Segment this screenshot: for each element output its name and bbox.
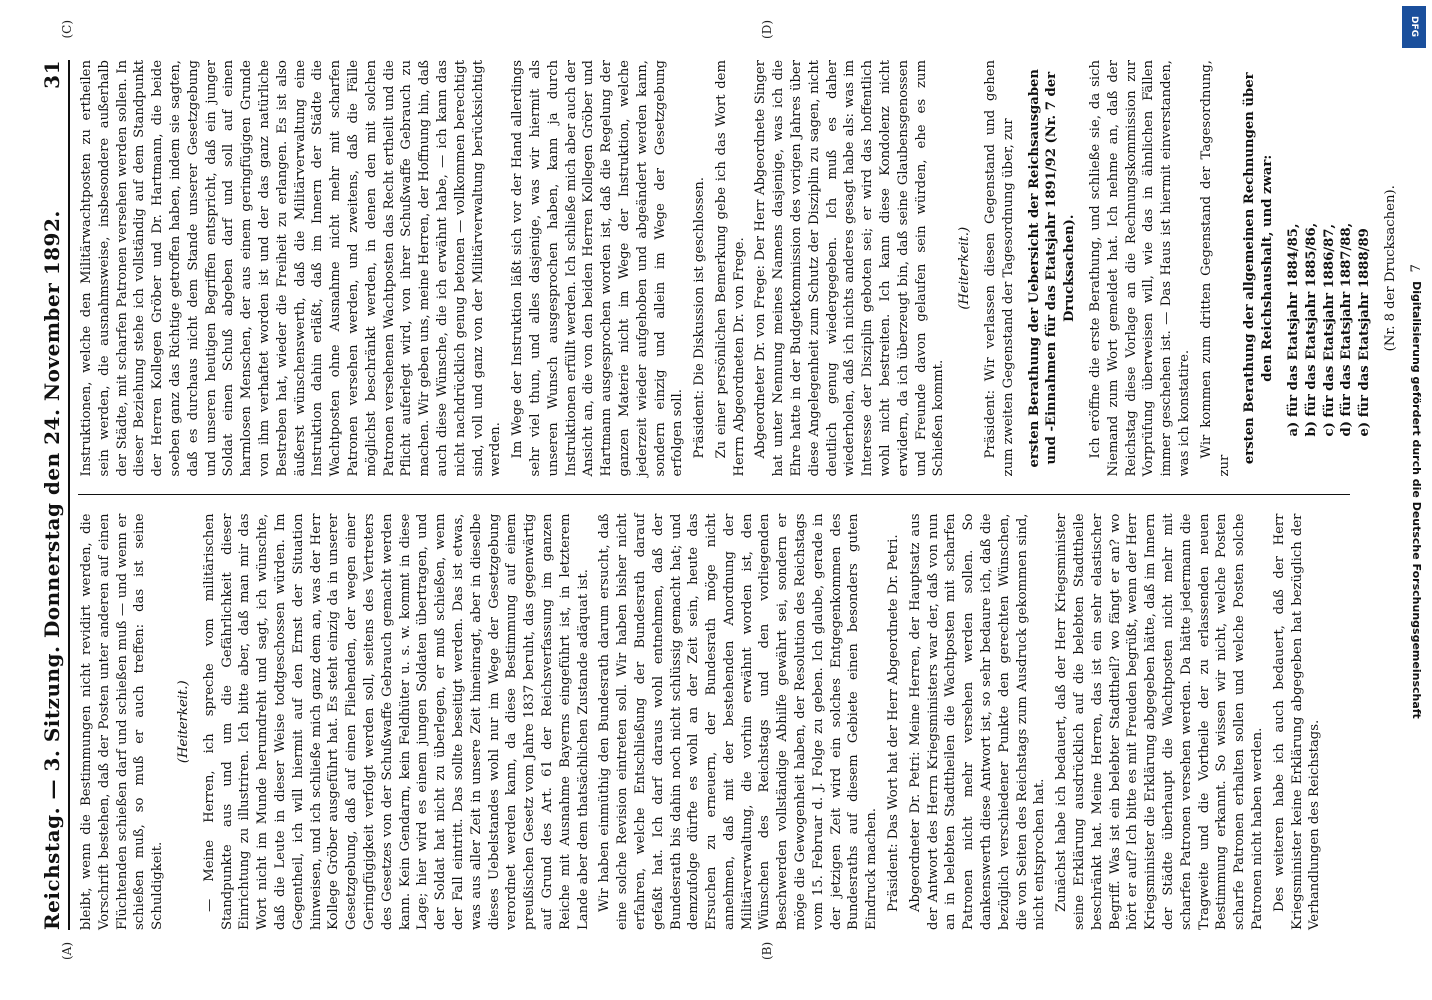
paragraph: Präsident: Die Diskussion ist geschlossen. (692, 177, 708, 459)
paragraph: Präsident: Wir verlassen diesen Gegenstand und gehen zum zweiten Gegenstand der Tagesordnung über, zur (983, 60, 1016, 477)
page-header (40, 60, 70, 930)
agenda-item: ersten Berathung der Uebersicht der Reichsausgaben und -Einnahmen für das Etatsjahr 1891/92 (Nr. 7 der Drucksachen). (1026, 68, 1078, 468)
interjection: (Heiterkeit.) (957, 226, 973, 310)
list-item: d) für das Etatsjahr 1887/88, (1339, 222, 1355, 437)
margin-marker-b: (B) (760, 941, 774, 960)
list-item: b) für das Etatsjahr 1885/86, (1303, 222, 1319, 437)
paragraph: Wir haben einmüthig den Bundesrath darum ersucht, daß eine solche Revision eintreten soll. Wir haben bisher nicht erfahren, welche Entschließung der Bundesrath darauf gefaßt hat. Ich darf daraus wohl entnehmen, daß der Bundesrath bis dahin noch nicht schlüssig gemacht hat; und demzufolge dürfte es wohl an der Zeit sein, heute das Ersuchen zu erneuern, der Bundesrath möge nicht annehmen, daß mit der bestehenden Anordnung der Militärverwaltung, die vorhin erwähnt worden ist, den Wünschen des Reichstags und den vorliegenden Beschwerden vollständige Abhilfe gewährt sei, sondern er möge die Gewogenheit haben, der Resolution des Reichstags vom 15. Februar d. J. Folge zu geben. Ich glaube, gerade in der jetzigen Zeit wird ein solches Entgegenkommen des Bundesraths auf diesem Gebiete einen besonders guten Eindruck machen. (597, 513, 880, 930)
paragraph: Des weiteren habe ich auch bedauert, daß der Herr Kriegsminister keine Erklärung abgegeben hat bezüglich der Verhandlungen des Reichstags. (1271, 513, 1323, 930)
paragraph: bleibt, wenn die Bestimmungen nicht revidirt werden, die Vorschrift bestehen, daß der Posten unter anderen auf einen Flüchtenden schießen darf und schießen muß — und wenn er schießen muß, so muß er auch treffen: das ist seine Schuldigkeit. (79, 513, 166, 930)
list-item: a) für das Etatsjahr 1884/85, (1286, 223, 1301, 437)
column-divider (78, 495, 1350, 496)
paragraph: (Nr. 8 der Drucksachen). (1382, 185, 1398, 352)
signature-mark: 7 (1408, 264, 1424, 273)
margin-marker-a: (A) (60, 941, 74, 960)
fiscal-year-list (1285, 60, 1374, 477)
list-item: c) für das Etatsjahr 1886/87, (1321, 223, 1337, 437)
right-column (78, 60, 1424, 477)
agenda-item: ersten Berathung der allgemeinen Rechnungen über den Reichshaushalt, und zwar: (1242, 72, 1276, 465)
left-column (78, 514, 1350, 931)
interjection: (Heiterkeit.) (175, 680, 191, 764)
paragraph: Wir kommen zum dritten Gegenstand der Tagesordnung, zur (1198, 60, 1232, 477)
paragraph: Präsident: Das Wort hat der Herr Abgeordnete Dr. Petri. (886, 534, 902, 912)
list-item: e) für das Etatsjahr 1888/89 (1357, 228, 1373, 437)
paragraph: Abgeordneter Dr. von Frege: Der Herr Abgeordnete Singer hat unter Nennung meines Namens dasjenige, was ich die Ehre hatte in der Budgetkommission des vorigen Jahres über diese Angelegenheit zum Schutz der Disziplin zu sagen, nicht deutlich genug wiedergegeben. Ich muß es daher wiederholen, daß ich nichts anderes gesagt habe als: was im Interesse der Disziplin geboten sei; er wird das hoffentlich wohl nicht bestreiten. Ich kann diese Kondolenz nicht erwidern, da ich überzeugt bin, daß seine Glaubensgenossen und Freunde davon gelaufen sein würden, ehe es zum Schießen kommt. (753, 60, 947, 477)
paragraph: — Meine Herren, ich spreche vom militärischen Standpunkte aus und um die Gefährlichkeit dieser Einrichtung zu illustriren. Ich bitte aber, daß man mir das Wort nicht im Munde herumdreht und sagt, ich wünschte, daß die Leute in dieser Weise todtgeschossen würden. Im Gegentheil, ich will hiermit auf den Ernst der Situation hinweisen, und ich schließe mich ganz dem an, was der Herr Kollege Gröber ausgeführt hat. Es steht einzig da in unserer Gesetzgebung, daß auf einen Fliehenden, der wegen einer Geringfügigkeit verfolgt werden soll, seitens des Vertreters des Gesetzes von der Schußwaffe Gebrauch gemacht werden kann. Kein Gendarm, kein Feldhüter u. s. w. kommt in diese Lage; hier wird es einem jungen Soldaten übertragen, und der Soldat hat nicht zu überlegen, er muß schießen, wenn der Fall eintritt. Das sollte beseitigt werden. Das ist etwas, was aus aller Zeit in unsere Zeit hineinragt, aber in dieselbe dieses Uebelstandes wohl nur im Wege der Gesetzgebung verordnet werden kann, da diese Bestimmung auf einem preußischen Gesetz vom Jahre 1837 beruht, das gegenwärtig auf Grund des Art. 61 der Reichsverfassung im ganzen Reiche mit Ausnahme Bayerns eingeführt ist, in letzterem Lande aber dem thatsächlichen Zustande adäquat ist. (201, 513, 591, 930)
page-number: 31 (40, 60, 64, 89)
margin-marker-c: (C) (60, 20, 74, 39)
digitization-sidebar (1404, 0, 1428, 1000)
paragraph: Abgeordneter Dr. Petri: Meine Herren, der Hauptsatz aus der Antwort des Herrn Kriegsministers war der, daß von nun an in belebten Stadttheilen die Wachtposten mit scharfen Patronen nicht mehr versehen werden sollen. So dankenswerth diese Antwort ist, so sehr bedaure ich, daß die bezüglich verschiedener Punkte den gerechten Wünschen, die von Seiten des Reichstags zum Ausdruck gekommen sind, nicht entsprochen hat. (907, 513, 1048, 930)
running-head: Reichstag. — 3. Sitzung. Donnerstag den 24. November 1892. (40, 210, 64, 930)
paragraph: Instruktionen, welche den Militärwachtposten zu ertheilen sein werden, die ausnahmsweise, insbesondere außerhalb der Städte, mit scharfen Patronen versehen werden sollen. In dieser Beziehung stehe ich vollständig auf dem Standpunkt der Herren Kollegen Gröber und Dr. Hartmann, die beide soeben ganz das Richtige getroffen haben, indem sie sagten, daß es durchaus nicht dem Stande unserer Gesetzgebung und unseren heutigen Begriffen entspricht, daß ein junger Soldat einen Schuß abgeben darf und soll auf einen harmlosen Menschen, der aus einem geringfügigen Grunde von ihm verhaftet worden ist und der das ganz natürliche Bestreben hat, wieder die Freiheit zu erlangen. Es ist also äußerst wünschenswerth, daß die Militärverwaltung eine Instruktion dahin erläßt, daß im Innern der Städte die Wachtposten ohne Ausnahme nicht mehr mit scharfen Patronen versehen werden, und zweitens, daß die Fälle möglichst beschränkt werden, in denen den mit solchen Patronen versehenen Wachtposten das Recht ertheilt und die Pflicht auferlegt wird, von ihrer Schußwaffe Gebrauch zu machen. Wir geben uns, meine Herren, der Hoffnung hin, daß auch diese Wünsche, die ich erwähnt habe, — ich kann das nicht nachdrücklich genug betonen — vollkommen berechtigt sind, voll und ganz von der Militärverwaltung berücksichtigt werden. (79, 60, 504, 477)
paragraph: Im Wege der Instruktion läßt sich vor der Hand allerdings sehr viel thun, und alles dasjenige, was wir hiermit als unseren Wunsch ausgesprochen haben, kann ja durch Instruktionen erfüllt werden. Ich schließe mich aber auch der Ansicht an, die von den beiden Herren Kollegen Gröber und Hartmann ausgesprochen worden ist, daß die Regelung der ganzen Materie nicht im Wege der Instruktion, welche jederzeit wieder aufgehoben und abgeändert werden kann, sondern einzig und allein im Wege der Gesetzgebung erfolgen soll. (510, 60, 686, 477)
paragraph: Zu einer persönlichen Bemerkung gebe ich das Wort dem Herrn Abgeordneten Dr. von Frege. (713, 60, 747, 477)
dfg-logo: DFG (1402, 6, 1426, 48)
paragraph: Ich eröffne die erste Berathung, und schließe sie, da sich Niemand zum Wort gemeldet hat. Ich nehme an, daß der Reichstag diese Vorlage an die Rechnungskommission zur Vorprüfung überweisen will, wie das in ähnlichen Fällen immer geschehen ist. — Das Haus ist hiermit einverstanden, was ich konstatire. (1088, 60, 1193, 477)
margin-marker-d: (D) (760, 20, 774, 39)
paragraph: Zunächst habe ich bedauert, daß der Herr Kriegsminister seine Erklärung ausdrücklich auf die belebten Stadttheile beschränkt hat. Meine Herren, das ist ein sehr elastischer Begriff. Was ist ein belebter Stadttheil? wo fängt er an? wo hört er auf? Ich bitte es mit Freuden begrüßt, wenn der Herr Kriegsminister die Erklärung abgegeben hätte, daß im Innern der Städte überhaupt die Wachtposten nicht mehr mit scharfen Patronen versehen werden. Da hätte jedermann die Tragweite und die Vortheile der zu erlassenden neuen Bestimmung erkannt. So wissen wir nicht, welche Posten scharfe Patronen erhalten sollen und welche Posten solche Patronen nicht haben werden. (1054, 513, 1265, 930)
digitization-credit: Digitalisierung gefördert durch die Deutsche Forschungsgemeinschaft (1410, 281, 1423, 719)
